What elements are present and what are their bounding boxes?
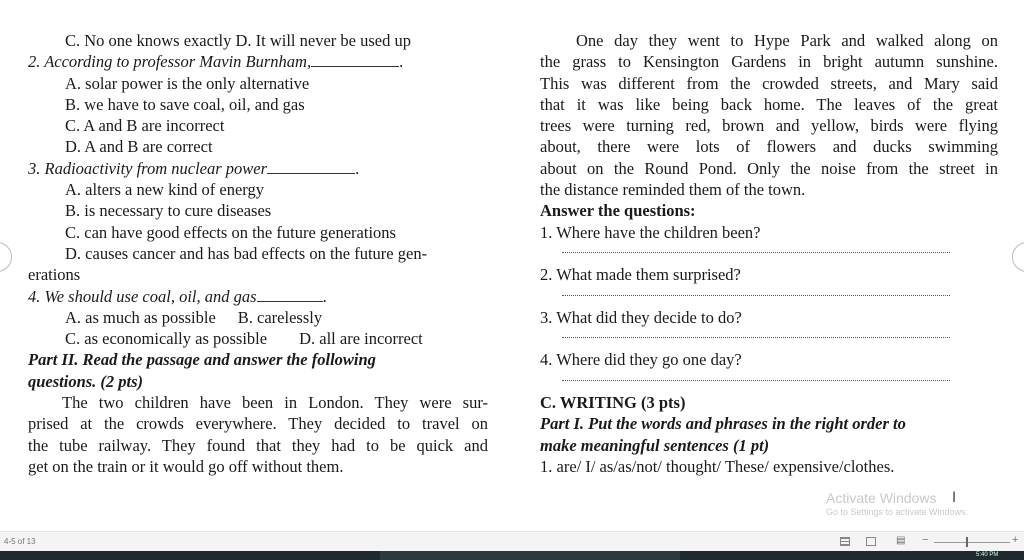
q3-option-a: A. alters a new kind of energy <box>65 180 265 200</box>
passage-right-line-5: trees were turning red, brown and yellow, birds were flying <box>540 116 998 136</box>
taskbar-apps[interactable] <box>380 551 680 560</box>
passage-right-line-1: One day they went to Hype Park and walked along on <box>576 31 998 50</box>
q2-stem-text: 2. According to professor Mavin Burnham, <box>28 52 312 72</box>
activate-windows-watermark <box>826 490 968 518</box>
q3-stem <box>28 158 488 179</box>
q3-option-b: B. is necessary to cure diseases <box>65 201 272 221</box>
q3-end: . <box>355 158 360 178</box>
passage-right-line-3: This was different from the crowded streets, and Mary said <box>540 73 998 93</box>
zoom-in-button[interactable]: + <box>1012 534 1019 546</box>
q3-option-c: C. can have good effects on the future generations <box>65 222 396 242</box>
q3-blank <box>267 159 355 174</box>
q2-option-a: A. solar power is the only alternative <box>65 73 310 93</box>
passage-right-line-7: about on the Round Pond. Only the noise from the street in <box>540 158 998 178</box>
part1-heading-line1: Part I. Put the words and phrases in the right order to <box>540 414 906 434</box>
question-3: 3. What did they decide to do? <box>540 307 742 327</box>
question-2: 2. What made them surprised? <box>540 265 741 285</box>
part2-heading-line1: Part II. Read the passage and answer the following <box>28 350 376 370</box>
part1-heading-line2: make meaningful sentences (1 pt) <box>540 435 770 455</box>
zoom-slider-thumb[interactable] <box>966 537 968 547</box>
left-edge-arc <box>0 242 12 272</box>
answer-line-3 <box>540 328 998 349</box>
passage-right-line-4: that it was like being back home. The leaves of the great <box>540 94 998 114</box>
q4-option-a: A. as much as possible <box>65 307 216 327</box>
q2-option-b: B. we have to save coal, oil, and gas <box>65 94 305 114</box>
print-layout-icon[interactable] <box>866 537 876 546</box>
q3-option-d-line1: D. causes cancer and has bad effects on the future gen- <box>65 243 428 263</box>
q4-option-b: B. carelessly <box>237 307 323 327</box>
q3-option-d-line2: erations <box>28 265 81 285</box>
writing-sentence-1: 1. are/ I/ as/as/not/ thought/ These/ expensive/clothes. <box>540 456 895 476</box>
q4-stem <box>28 286 488 307</box>
passage-left-line-2: prised at the crowds everywhere. They decided to travel on <box>28 414 488 434</box>
q4-option-d: D. all are incorrect <box>299 329 423 349</box>
taskbar <box>0 551 1024 560</box>
question-1: 1. Where have the children been? <box>540 222 761 242</box>
q2-stem <box>28 51 488 72</box>
q2-option-c: C. A and B are incorrect <box>65 116 225 136</box>
passage-left-line-4: get on the train or it would go off without them. <box>28 456 344 476</box>
watermark-title: Activate Windows <box>826 490 937 506</box>
answer-line-2 <box>540 286 998 307</box>
passage-left-line-1: The two children have been in London. They were sur- <box>62 393 488 413</box>
passage-right-line-6: about, there were lots of flowers and ducks swimming <box>540 137 998 157</box>
q4-blank <box>257 287 323 302</box>
web-layout-icon[interactable]: ▤ <box>896 535 906 546</box>
read-mode-icon[interactable] <box>840 537 850 546</box>
watermark-subtitle: Go to Settings to activate Windows. <box>826 507 969 517</box>
right-edge-arc <box>1012 242 1024 272</box>
q4-options-cd <box>28 328 488 349</box>
answer-line-4 <box>540 371 998 392</box>
zoom-out-button[interactable]: − <box>922 534 929 546</box>
text-cursor-icon: I <box>952 490 957 506</box>
status-bar <box>0 531 1024 552</box>
left-column <box>28 30 488 477</box>
q1-options-cd: C. No one knows exactly D. It will never be used up <box>65 31 411 50</box>
passage-right-line-2: the grass to Kensington Gardens in bright autumn sunshine. <box>540 52 998 72</box>
question-4: 4. Where did they go one day? <box>540 350 742 370</box>
answer-line-1 <box>540 243 998 264</box>
writing-heading: C. WRITING (3 pts) <box>540 393 686 413</box>
answer-heading: Answer the questions: <box>540 201 696 221</box>
passage-right-line-8: the distance reminded them of the town. <box>540 180 806 200</box>
q4-stem-text: 4. We should use coal, oil, and gas <box>28 286 257 306</box>
q2-option-d: D. A and B are correct <box>65 137 213 157</box>
q2-end: . <box>399 52 404 72</box>
q4-option-c: C. as economically as possible <box>65 329 268 349</box>
zoom-slider-track[interactable] <box>934 542 1010 543</box>
q4-options-ab <box>28 307 488 328</box>
q2-blank <box>311 52 399 67</box>
passage-left-line-3: the tube railway. They found that they had to be quick and <box>28 435 488 455</box>
taskbar-clock: 5:40 PM <box>976 552 999 558</box>
q3-stem-text: 3. Radioactivity from nuclear power <box>28 158 268 178</box>
right-column <box>540 30 998 477</box>
q4-end: . <box>322 286 327 306</box>
part2-heading-line2: questions. (2 pts) <box>28 371 144 391</box>
page-indicator: 4-5 of 13 <box>4 537 36 546</box>
